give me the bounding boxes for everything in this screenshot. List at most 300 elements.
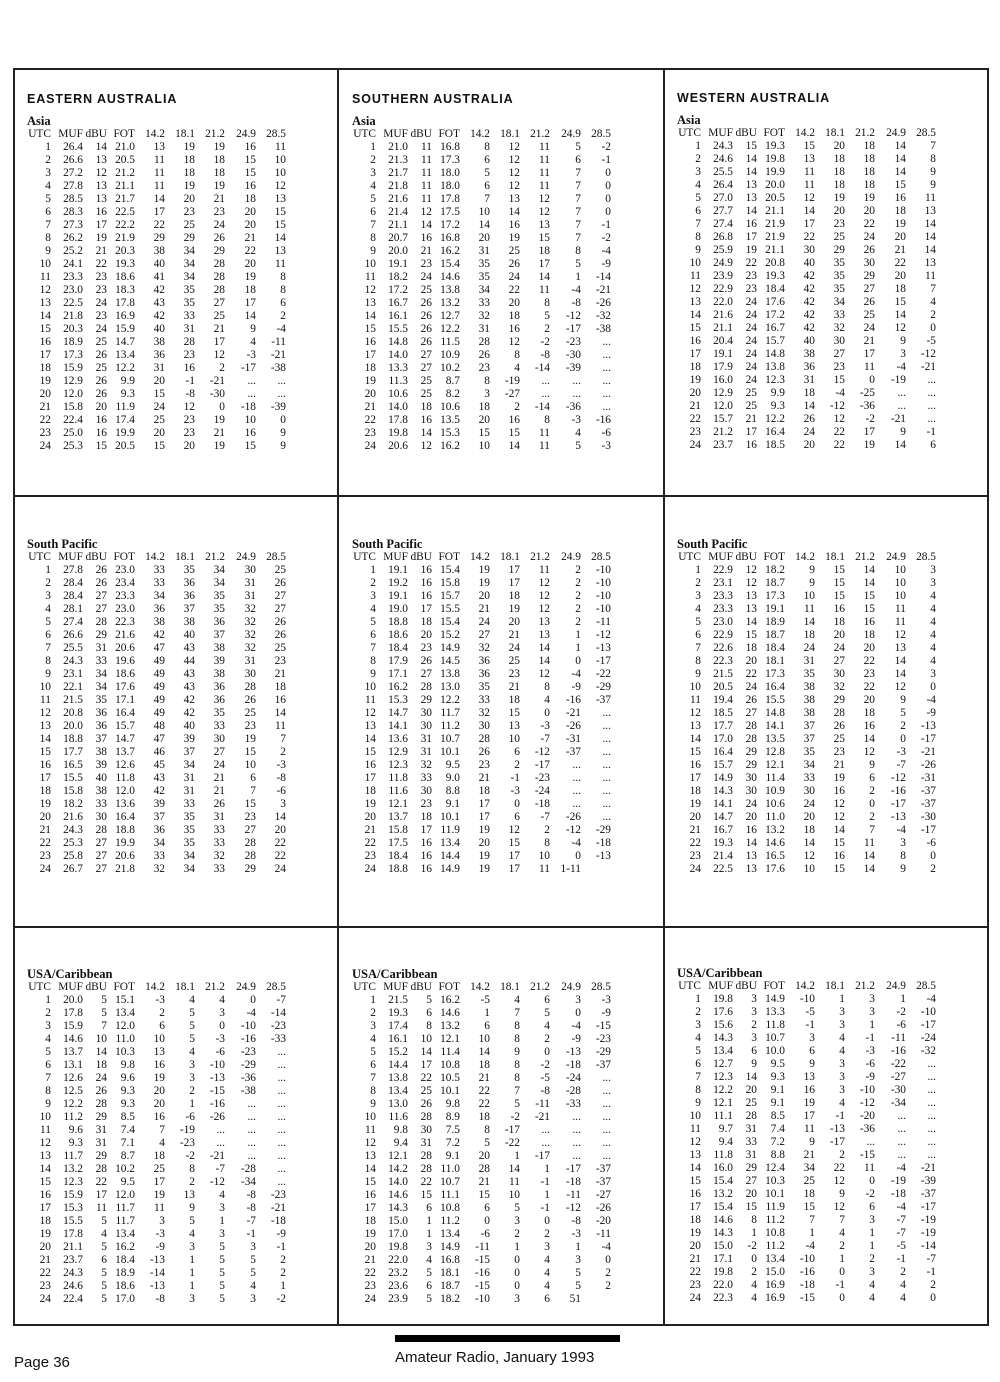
table-cell: -39 xyxy=(565,362,581,374)
table-cell: 12 xyxy=(508,154,520,166)
table-cell: -15 xyxy=(595,1020,611,1032)
table-cell: 23 xyxy=(689,850,701,862)
table-cell: 18 xyxy=(420,401,432,413)
table-cell: 15.4 xyxy=(440,258,460,270)
table-cell: 20 xyxy=(244,206,256,218)
table-cell: 31 xyxy=(420,733,432,745)
table-cell: 2 xyxy=(605,1280,611,1292)
table-cell: 14 xyxy=(894,140,906,152)
table-cell: 14 xyxy=(689,309,701,321)
table-cell: 11.7 xyxy=(115,1202,135,1214)
column-header: dBU xyxy=(85,128,107,140)
table-row xyxy=(677,244,936,257)
table-cell: -37 xyxy=(595,1059,611,1071)
table-cell: 12.3 xyxy=(388,759,408,771)
table-cell: 11.7 xyxy=(440,707,460,719)
table-cell: -4 xyxy=(601,245,611,257)
table-cell: 13 xyxy=(508,193,520,205)
table-cell: 15.3 xyxy=(440,427,460,439)
table-row xyxy=(352,785,611,798)
table-cell: -2 xyxy=(865,1188,875,1200)
table-cell: 4 xyxy=(250,1280,256,1292)
table-cell: 24.6 xyxy=(63,1280,83,1292)
table-cell: 11.4 xyxy=(765,772,785,784)
table-cell: 11 xyxy=(421,167,432,179)
table-row xyxy=(352,258,611,271)
table-cell: 5 xyxy=(426,994,432,1006)
table-cell: 3 xyxy=(370,590,376,602)
table-cell: 9 xyxy=(45,668,51,680)
table-cell: 22 xyxy=(39,414,51,426)
table-cell: 11 xyxy=(421,180,432,192)
table-cell: -18 xyxy=(565,1176,581,1188)
table-cell: 18 xyxy=(39,785,51,797)
table-row xyxy=(352,1202,611,1215)
table-cell: 13.5 xyxy=(440,414,460,426)
table-cell: 17.3 xyxy=(440,154,460,166)
table-cell: 18.2 xyxy=(388,271,408,283)
table-cell: 1 xyxy=(45,564,51,576)
table-cell: ... xyxy=(897,1149,906,1161)
table-cell: 6 xyxy=(809,1045,815,1057)
table-cell: 26 xyxy=(803,413,815,425)
table-cell: 15 xyxy=(39,323,51,335)
table-cell: 27 xyxy=(745,707,757,719)
table-row xyxy=(27,245,286,258)
table-cell: 13 xyxy=(745,603,757,615)
table-cell: 15.4 xyxy=(440,564,460,576)
table-cell: 19.3 xyxy=(388,1007,408,1019)
table-cell: 20 xyxy=(508,297,520,309)
table-cell: 8 xyxy=(751,1214,757,1226)
table-cell: 29 xyxy=(745,759,757,771)
table-cell: -9 xyxy=(571,681,581,693)
table-cell: 0 xyxy=(930,1292,936,1304)
table-cell: 16 xyxy=(420,564,432,576)
table-cell: 14 xyxy=(244,310,256,322)
table-cell: -1 xyxy=(601,219,611,231)
table-cell: 1 xyxy=(869,1240,875,1252)
table-cell: 20 xyxy=(745,655,757,667)
table-cell: 20 xyxy=(153,375,165,387)
table-cell: 32 xyxy=(244,629,256,641)
table-cell: 0 xyxy=(869,1175,875,1187)
table-cell: 9 xyxy=(809,1058,815,1070)
table-cell: 13 xyxy=(364,1150,376,1162)
table-cell: 24.1 xyxy=(63,258,83,270)
table-cell: 16 xyxy=(95,427,107,439)
table-cell: 15 xyxy=(478,1189,490,1201)
table-row xyxy=(27,1215,286,1228)
table-cell: 20 xyxy=(689,387,701,399)
table-cell: 8 xyxy=(544,414,550,426)
table-cell: 12 xyxy=(508,167,520,179)
table-cell: -4 xyxy=(896,361,906,373)
table-cell: ... xyxy=(602,798,611,810)
table-cell: 9.6 xyxy=(68,1124,83,1136)
table-cell: 10 xyxy=(364,258,376,270)
table-cell: 23 xyxy=(745,270,757,282)
table-header-row xyxy=(677,127,936,140)
table-cell: 14 xyxy=(689,1162,701,1174)
table-cell: 8 xyxy=(45,655,51,667)
table-cell: 13.4 xyxy=(115,349,135,361)
table-cell: 32 xyxy=(833,681,845,693)
table-cell: 17.5 xyxy=(388,837,408,849)
table-cell: 15.7 xyxy=(713,413,733,425)
table-cell: 23 xyxy=(833,746,845,758)
table-cell: 34 xyxy=(833,296,845,308)
table-cell: 33 xyxy=(213,720,225,732)
table-cell: 12 xyxy=(538,668,550,680)
table-cell: 16 xyxy=(39,759,51,771)
table-row xyxy=(677,439,936,452)
table-cell: 15.9 xyxy=(115,323,135,335)
column-header: 21.2 xyxy=(855,980,875,992)
table-cell: 26 xyxy=(95,349,107,361)
table-cell: 3 xyxy=(839,1058,845,1070)
table-cell: 12 xyxy=(833,413,845,425)
table-cell: 14.9 xyxy=(765,993,785,1005)
table-row xyxy=(27,1176,286,1189)
table-cell: 31 xyxy=(803,374,815,386)
table-cell: 19.3 xyxy=(115,258,135,270)
table-cell: 1 xyxy=(514,1150,520,1162)
table-cell: 20 xyxy=(244,258,256,270)
page-number: Page 36 xyxy=(14,1354,70,1371)
table-cell: 12 xyxy=(833,1175,845,1187)
table-cell: 13.4 xyxy=(388,1085,408,1097)
table-cell: 35 xyxy=(478,271,490,283)
table-cell: 17 xyxy=(244,297,256,309)
table-cell: 37 xyxy=(803,720,815,732)
table-cell: 5 xyxy=(575,258,581,270)
table-cell: 9 xyxy=(900,694,906,706)
table-cell: 3 xyxy=(189,1293,195,1305)
row-divider xyxy=(13,495,989,497)
table-cell: 28 xyxy=(244,681,256,693)
table-cell: 12 xyxy=(39,284,51,296)
table-cell: 38 xyxy=(153,245,165,257)
column-header: 28.5 xyxy=(266,128,286,140)
table-cell: 1-11 xyxy=(560,863,581,875)
table-cell: -14 xyxy=(270,1007,286,1019)
table-cell: 4 xyxy=(869,1292,875,1304)
table-row xyxy=(677,824,936,837)
table-cell: -34 xyxy=(240,1176,256,1188)
table-cell: ... xyxy=(602,746,611,758)
table-row xyxy=(27,668,286,681)
table-cell: 21.8 xyxy=(115,863,135,875)
table-cell: 2 xyxy=(219,362,225,374)
table-cell: ... xyxy=(602,1124,611,1136)
table-cell: 11.1 xyxy=(440,1189,460,1201)
table-row xyxy=(352,837,611,850)
table-cell: 35 xyxy=(183,297,195,309)
table-cell: -19 xyxy=(179,1124,195,1136)
table-cell: 32 xyxy=(420,759,432,771)
table-cell: 42 xyxy=(803,296,815,308)
table-cell: 16 xyxy=(244,427,256,439)
table-cell: 23 xyxy=(478,759,490,771)
table-cell: 9 xyxy=(930,179,936,191)
table-cell: 4 xyxy=(189,994,195,1006)
table-cell: 9.1 xyxy=(445,798,460,810)
table-cell: 4 xyxy=(839,1045,845,1057)
table-cell: 16 xyxy=(689,1188,701,1200)
table-cell: 18.4 xyxy=(115,1254,135,1266)
table-cell: 0 xyxy=(605,193,611,205)
table-cell: 3 xyxy=(219,1202,225,1214)
table-cell: 12 xyxy=(39,1137,51,1149)
column-header: 14.2 xyxy=(145,981,165,993)
table-cell: 10.1 xyxy=(440,811,460,823)
table-cell: 6 xyxy=(930,439,936,451)
table-cell: 6 xyxy=(370,1059,376,1071)
table-cell: 21 xyxy=(833,759,845,771)
table-cell: 3 xyxy=(426,1241,432,1253)
table-cell: 8 xyxy=(45,232,51,244)
table-cell: 24 xyxy=(95,323,107,335)
table-row xyxy=(352,850,611,863)
table-cell: -14 xyxy=(149,1267,165,1279)
table-cell: 22.0 xyxy=(713,296,733,308)
table-cell: 21.1 xyxy=(765,244,785,256)
table-cell: 6 xyxy=(575,154,581,166)
table-cell: ... xyxy=(897,1123,906,1135)
table-cell: 12.1 xyxy=(713,1097,733,1109)
table-cell: 13 xyxy=(39,297,51,309)
table-cell: 4 xyxy=(544,1020,550,1032)
table-cell: 24.3 xyxy=(713,140,733,152)
table-cell: 15 xyxy=(833,577,845,589)
table-cell: 15.5 xyxy=(440,603,460,615)
table-cell: 21.6 xyxy=(713,309,733,321)
table-cell: 28.3 xyxy=(63,206,83,218)
table-cell: 19 xyxy=(183,141,195,153)
table-cell: 35 xyxy=(183,564,195,576)
table-cell: 15.6 xyxy=(713,1019,733,1031)
table-cell: 13 xyxy=(745,179,757,191)
table-cell: 19 xyxy=(478,850,490,862)
table-cell: 5 xyxy=(695,1045,701,1057)
table-cell: 15 xyxy=(244,167,256,179)
table-cell: 30 xyxy=(478,720,490,732)
table-cell: ... xyxy=(277,1059,286,1071)
table-cell: 7 xyxy=(45,1072,51,1084)
column-header: 28.5 xyxy=(266,551,286,563)
table-cell: 26 xyxy=(95,375,107,387)
table-row xyxy=(27,401,286,414)
table-cell: 34 xyxy=(183,258,195,270)
table-cell: 15.4 xyxy=(713,1201,733,1213)
table-cell: 18 xyxy=(803,387,815,399)
table-cell: 3 xyxy=(219,1228,225,1240)
table-cell: -7 xyxy=(926,1253,936,1265)
table-cell: 35 xyxy=(213,707,225,719)
region-label: Asia xyxy=(677,113,701,127)
table-row xyxy=(27,388,286,401)
table-cell: 32 xyxy=(478,310,490,322)
table-cell: 12.3 xyxy=(63,1176,83,1188)
table-cell: 14 xyxy=(803,205,815,217)
table-cell: 14 xyxy=(39,310,51,322)
table-cell: 3 xyxy=(370,1020,376,1032)
table-cell: 1 xyxy=(575,1241,581,1253)
table-cell: 20 xyxy=(863,642,875,654)
table-cell: -8 xyxy=(246,1189,256,1201)
table-cell: 25 xyxy=(833,231,845,243)
table-cell: 14.7 xyxy=(388,707,408,719)
table-cell: 28 xyxy=(478,733,490,745)
table-cell: ... xyxy=(927,1149,936,1161)
table-cell: 17.8 xyxy=(63,1228,83,1240)
table-cell: 5 xyxy=(514,1098,520,1110)
column-header: 28.5 xyxy=(916,127,936,139)
table-cell: 8.5 xyxy=(120,1111,135,1123)
table-cell: 17 xyxy=(420,824,432,836)
table-cell: 20 xyxy=(183,193,195,205)
table-cell: 12.1 xyxy=(388,1150,408,1162)
table-cell: 18 xyxy=(213,167,225,179)
table-row xyxy=(352,655,611,668)
table-cell: 16.5 xyxy=(765,850,785,862)
table-row xyxy=(677,694,936,707)
table-cell: 18 xyxy=(478,1059,490,1071)
table-cell: 5 xyxy=(250,1254,256,1266)
table-cell: 14.2 xyxy=(388,1163,408,1175)
table-cell: ... xyxy=(541,375,550,387)
table-cell: 22 xyxy=(689,1266,701,1278)
table-cell: 9 xyxy=(809,564,815,576)
table-cell: 12.8 xyxy=(765,746,785,758)
column-header: 21.2 xyxy=(530,981,550,993)
table-cell: -7 xyxy=(215,1163,225,1175)
table-row xyxy=(352,206,611,219)
table-cell: 23.0 xyxy=(115,564,135,576)
table-cell: 6 xyxy=(544,1293,550,1305)
table-cell: 27 xyxy=(274,603,286,615)
table-cell: 12 xyxy=(508,824,520,836)
table-cell: -30 xyxy=(920,811,936,823)
column-header: 14.2 xyxy=(795,980,815,992)
table-cell: 8 xyxy=(484,1124,490,1136)
table-cell: 20.5 xyxy=(765,192,785,204)
table-cell: 42 xyxy=(803,283,815,295)
table-cell: 11 xyxy=(539,141,550,153)
table-cell: 28 xyxy=(833,707,845,719)
table-cell: ... xyxy=(602,707,611,719)
table-cell: 15 xyxy=(745,140,757,152)
table-cell: 12 xyxy=(364,1137,376,1149)
table-cell: ... xyxy=(927,387,936,399)
table-cell: -4 xyxy=(571,1020,581,1032)
table-cell: 21 xyxy=(364,1254,376,1266)
table-row xyxy=(352,1228,611,1241)
table-cell: 6 xyxy=(370,629,376,641)
table-cell: 7 xyxy=(370,219,376,231)
table-cell: 25 xyxy=(274,564,286,576)
table-cell: 23.0 xyxy=(63,284,83,296)
table-cell: 15 xyxy=(689,746,701,758)
table-cell: 4 xyxy=(839,1227,845,1239)
table-cell: 5 xyxy=(219,1241,225,1253)
table-row xyxy=(352,1020,611,1033)
table-cell: 21 xyxy=(803,1149,815,1161)
table-cell: 2 xyxy=(900,720,906,732)
table-cell: 20 xyxy=(863,694,875,706)
table-row xyxy=(677,1058,936,1071)
table-cell: 0 xyxy=(839,1266,845,1278)
eastern-usa-block xyxy=(15,968,333,1306)
table-cell: 0 xyxy=(575,850,581,862)
column-header: FOT xyxy=(438,551,460,563)
table-cell: 15.5 xyxy=(388,323,408,335)
table-cell: ... xyxy=(897,387,906,399)
table-row xyxy=(352,746,611,759)
table-cell: 21 xyxy=(39,824,51,836)
table-cell: 9.8 xyxy=(393,1124,408,1136)
table-cell: 17 xyxy=(420,1059,432,1071)
table-cell: 17 xyxy=(803,218,815,230)
table-cell: 43 xyxy=(183,642,195,654)
column-header: MUF xyxy=(58,981,83,993)
table-cell: 5 xyxy=(219,1254,225,1266)
table-cell: 12 xyxy=(894,681,906,693)
table-cell: 21 xyxy=(478,1072,490,1084)
table-cell: 0 xyxy=(544,707,550,719)
table-cell: -6 xyxy=(865,1058,875,1070)
table-cell: 5 xyxy=(575,1280,581,1292)
table-cell: 24 xyxy=(863,322,875,334)
table-cell: 2 xyxy=(695,577,701,589)
table-cell: 9.7 xyxy=(718,1123,733,1135)
table-cell: 27.4 xyxy=(713,218,733,230)
table-cell: 10 xyxy=(95,1033,107,1045)
table-row xyxy=(352,1280,611,1293)
table-cell: 24 xyxy=(213,759,225,771)
table-cell: 17.3 xyxy=(765,668,785,680)
table-cell: 25.2 xyxy=(63,245,83,257)
table-row xyxy=(677,1201,936,1214)
table-cell: 11.8 xyxy=(765,1019,785,1031)
table-cell: ... xyxy=(927,1084,936,1096)
table-cell: 41 xyxy=(153,271,165,283)
table-cell: 13.3 xyxy=(765,1006,785,1018)
table-cell: -1 xyxy=(540,1202,550,1214)
table-cell: -22 xyxy=(504,1137,520,1149)
table-cell: -5 xyxy=(480,994,490,1006)
table-cell: 11.3 xyxy=(388,375,408,387)
table-cell: 12.0 xyxy=(115,1020,135,1032)
table-row xyxy=(677,153,936,166)
table-cell: 13.5 xyxy=(765,733,785,745)
table-cell: 9.6 xyxy=(120,1072,135,1084)
table-cell: 11.6 xyxy=(388,785,408,797)
table-cell: 11 xyxy=(864,1162,875,1174)
table-cell: 8 xyxy=(930,153,936,165)
table-cell: 8 xyxy=(280,271,286,283)
table-cell: 29 xyxy=(95,1150,107,1162)
column-header: MUF xyxy=(58,128,83,140)
table-cell: 6 xyxy=(370,206,376,218)
southern-asia-block xyxy=(340,92,658,453)
table-cell: -3 xyxy=(865,1045,875,1057)
table-row xyxy=(352,1189,611,1202)
table-cell: 12 xyxy=(803,850,815,862)
table-cell: 2 xyxy=(159,1007,165,1019)
table-cell: 3 xyxy=(839,1071,845,1083)
